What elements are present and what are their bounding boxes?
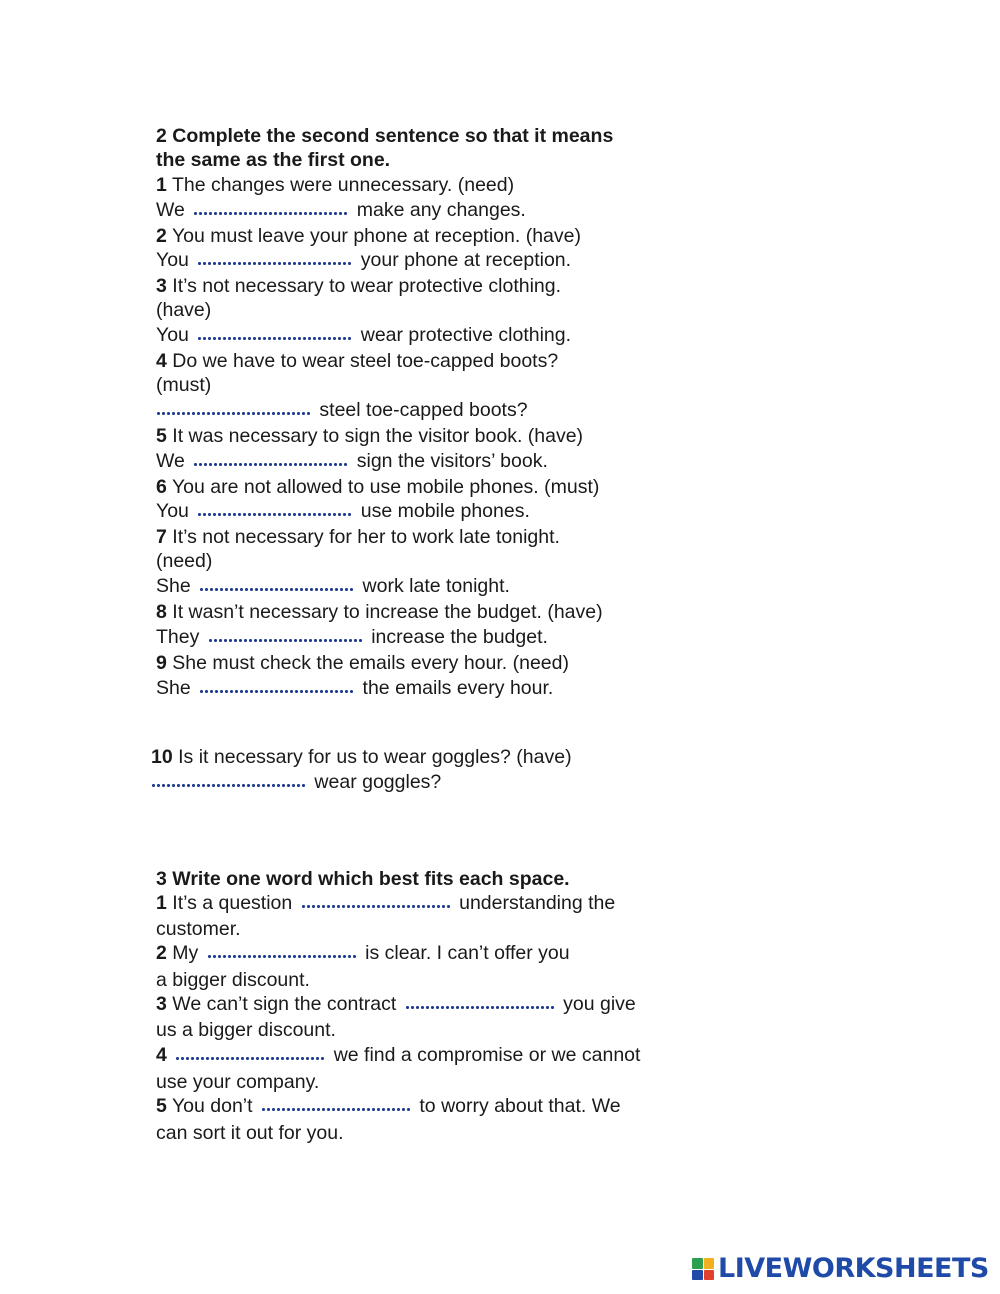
logo-text: LIVEWORKSHEETS xyxy=(718,1253,989,1284)
answer-blank[interactable] xyxy=(175,1048,325,1061)
answer-blank[interactable] xyxy=(405,997,555,1010)
answer-blank[interactable] xyxy=(208,630,363,643)
s2-item-6-answer-line: You use mobile phones. xyxy=(156,500,530,522)
s2-item-9-answer-line: She the emails every hour. xyxy=(156,677,554,699)
answer-blank[interactable] xyxy=(193,454,348,467)
s2-item-3-prompt: 3 It’s not necessary to wear protective clothing. xyxy=(156,275,562,297)
s3-item-2-line2: a bigger discount. xyxy=(156,969,310,991)
liveworksheets-logo[interactable] xyxy=(692,1255,989,1283)
answer-blank[interactable] xyxy=(301,896,451,909)
s3-item-2-line1: 2 My is clear. I can’t offer you xyxy=(156,942,570,964)
s2-item-2-prompt: 2 You must leave your phone at reception. (have) xyxy=(156,225,581,247)
s3-item-1-line2: customer. xyxy=(156,918,241,940)
s2-item-8-prompt: 8 It wasn’t necessary to increase the budget. (have) xyxy=(156,601,603,623)
s2-item-7-prompt: 7 It’s not necessary for her to work late tonight. xyxy=(156,526,560,548)
s2-item-2-answer-line: You your phone at reception. xyxy=(156,249,572,271)
s2-item-7-prompt-cont: (need) xyxy=(156,550,213,572)
s2-item-10-prompt: 10 Is it necessary for us to wear goggles? (have) xyxy=(151,746,572,768)
answer-blank[interactable] xyxy=(193,203,348,216)
s3-item-1-line1: 1 It’s a question understanding the xyxy=(156,892,616,914)
s2-item-4-answer-line: steel toe-capped boots? xyxy=(156,398,528,422)
s2-item-4-prompt-cont: (must) xyxy=(156,374,212,396)
s3-item-5-line2: can sort it out for you. xyxy=(156,1122,344,1144)
answer-blank[interactable] xyxy=(156,403,311,416)
s2-item-10-answer-line: wear goggles? xyxy=(151,770,441,794)
answer-blank[interactable] xyxy=(261,1099,411,1112)
s2-item-6-prompt: 6 You are not allowed to use mobile phones. (must) xyxy=(156,476,600,498)
s2-item-3-answer-line: You wear protective clothing. xyxy=(156,324,572,346)
answer-blank[interactable] xyxy=(197,328,352,341)
answer-blank[interactable] xyxy=(197,504,352,517)
s2-item-1-answer-line: We make any changes. xyxy=(156,199,526,221)
answer-blank[interactable] xyxy=(151,775,306,788)
s3-item-3-line1: 3 We can’t sign the contract you give xyxy=(156,993,636,1015)
answer-blank[interactable] xyxy=(199,681,354,694)
s2-item-5-prompt: 5 It was necessary to sign the visitor book. (have) xyxy=(156,425,584,447)
section2-heading-line2: the same as the first one. xyxy=(156,149,391,171)
logo-mark-icon xyxy=(692,1258,714,1280)
answer-blank[interactable] xyxy=(207,946,357,959)
section2-heading-line1: 2 Complete the second sentence so that it means xyxy=(156,125,614,147)
s3-item-4-line1: 4 we find a compromise or we cannot xyxy=(156,1044,641,1066)
s2-item-8-answer-line: They increase the budget. xyxy=(156,626,548,648)
answer-blank[interactable] xyxy=(199,579,354,592)
s2-item-5-answer-line: We sign the visitors’ book. xyxy=(156,450,548,472)
s2-item-9-prompt: 9 She must check the emails every hour. (need) xyxy=(156,652,569,674)
s3-item-4-line2: use your company. xyxy=(156,1071,320,1093)
answer-blank[interactable] xyxy=(197,253,352,266)
s3-item-5-line1: 5 You don’t to worry about that. We xyxy=(156,1095,621,1117)
s2-item-7-answer-line: She work late tonight. xyxy=(156,575,510,597)
s2-item-4-prompt: 4 Do we have to wear steel toe-capped boots? xyxy=(156,350,559,372)
s3-item-3-line2: us a bigger discount. xyxy=(156,1019,336,1041)
s2-item-1-prompt: 1 The changes were unnecessary. (need) xyxy=(156,174,515,196)
section3-heading: 3 Write one word which best fits each space. xyxy=(156,868,570,890)
s2-item-3-prompt-cont: (have) xyxy=(156,299,212,321)
